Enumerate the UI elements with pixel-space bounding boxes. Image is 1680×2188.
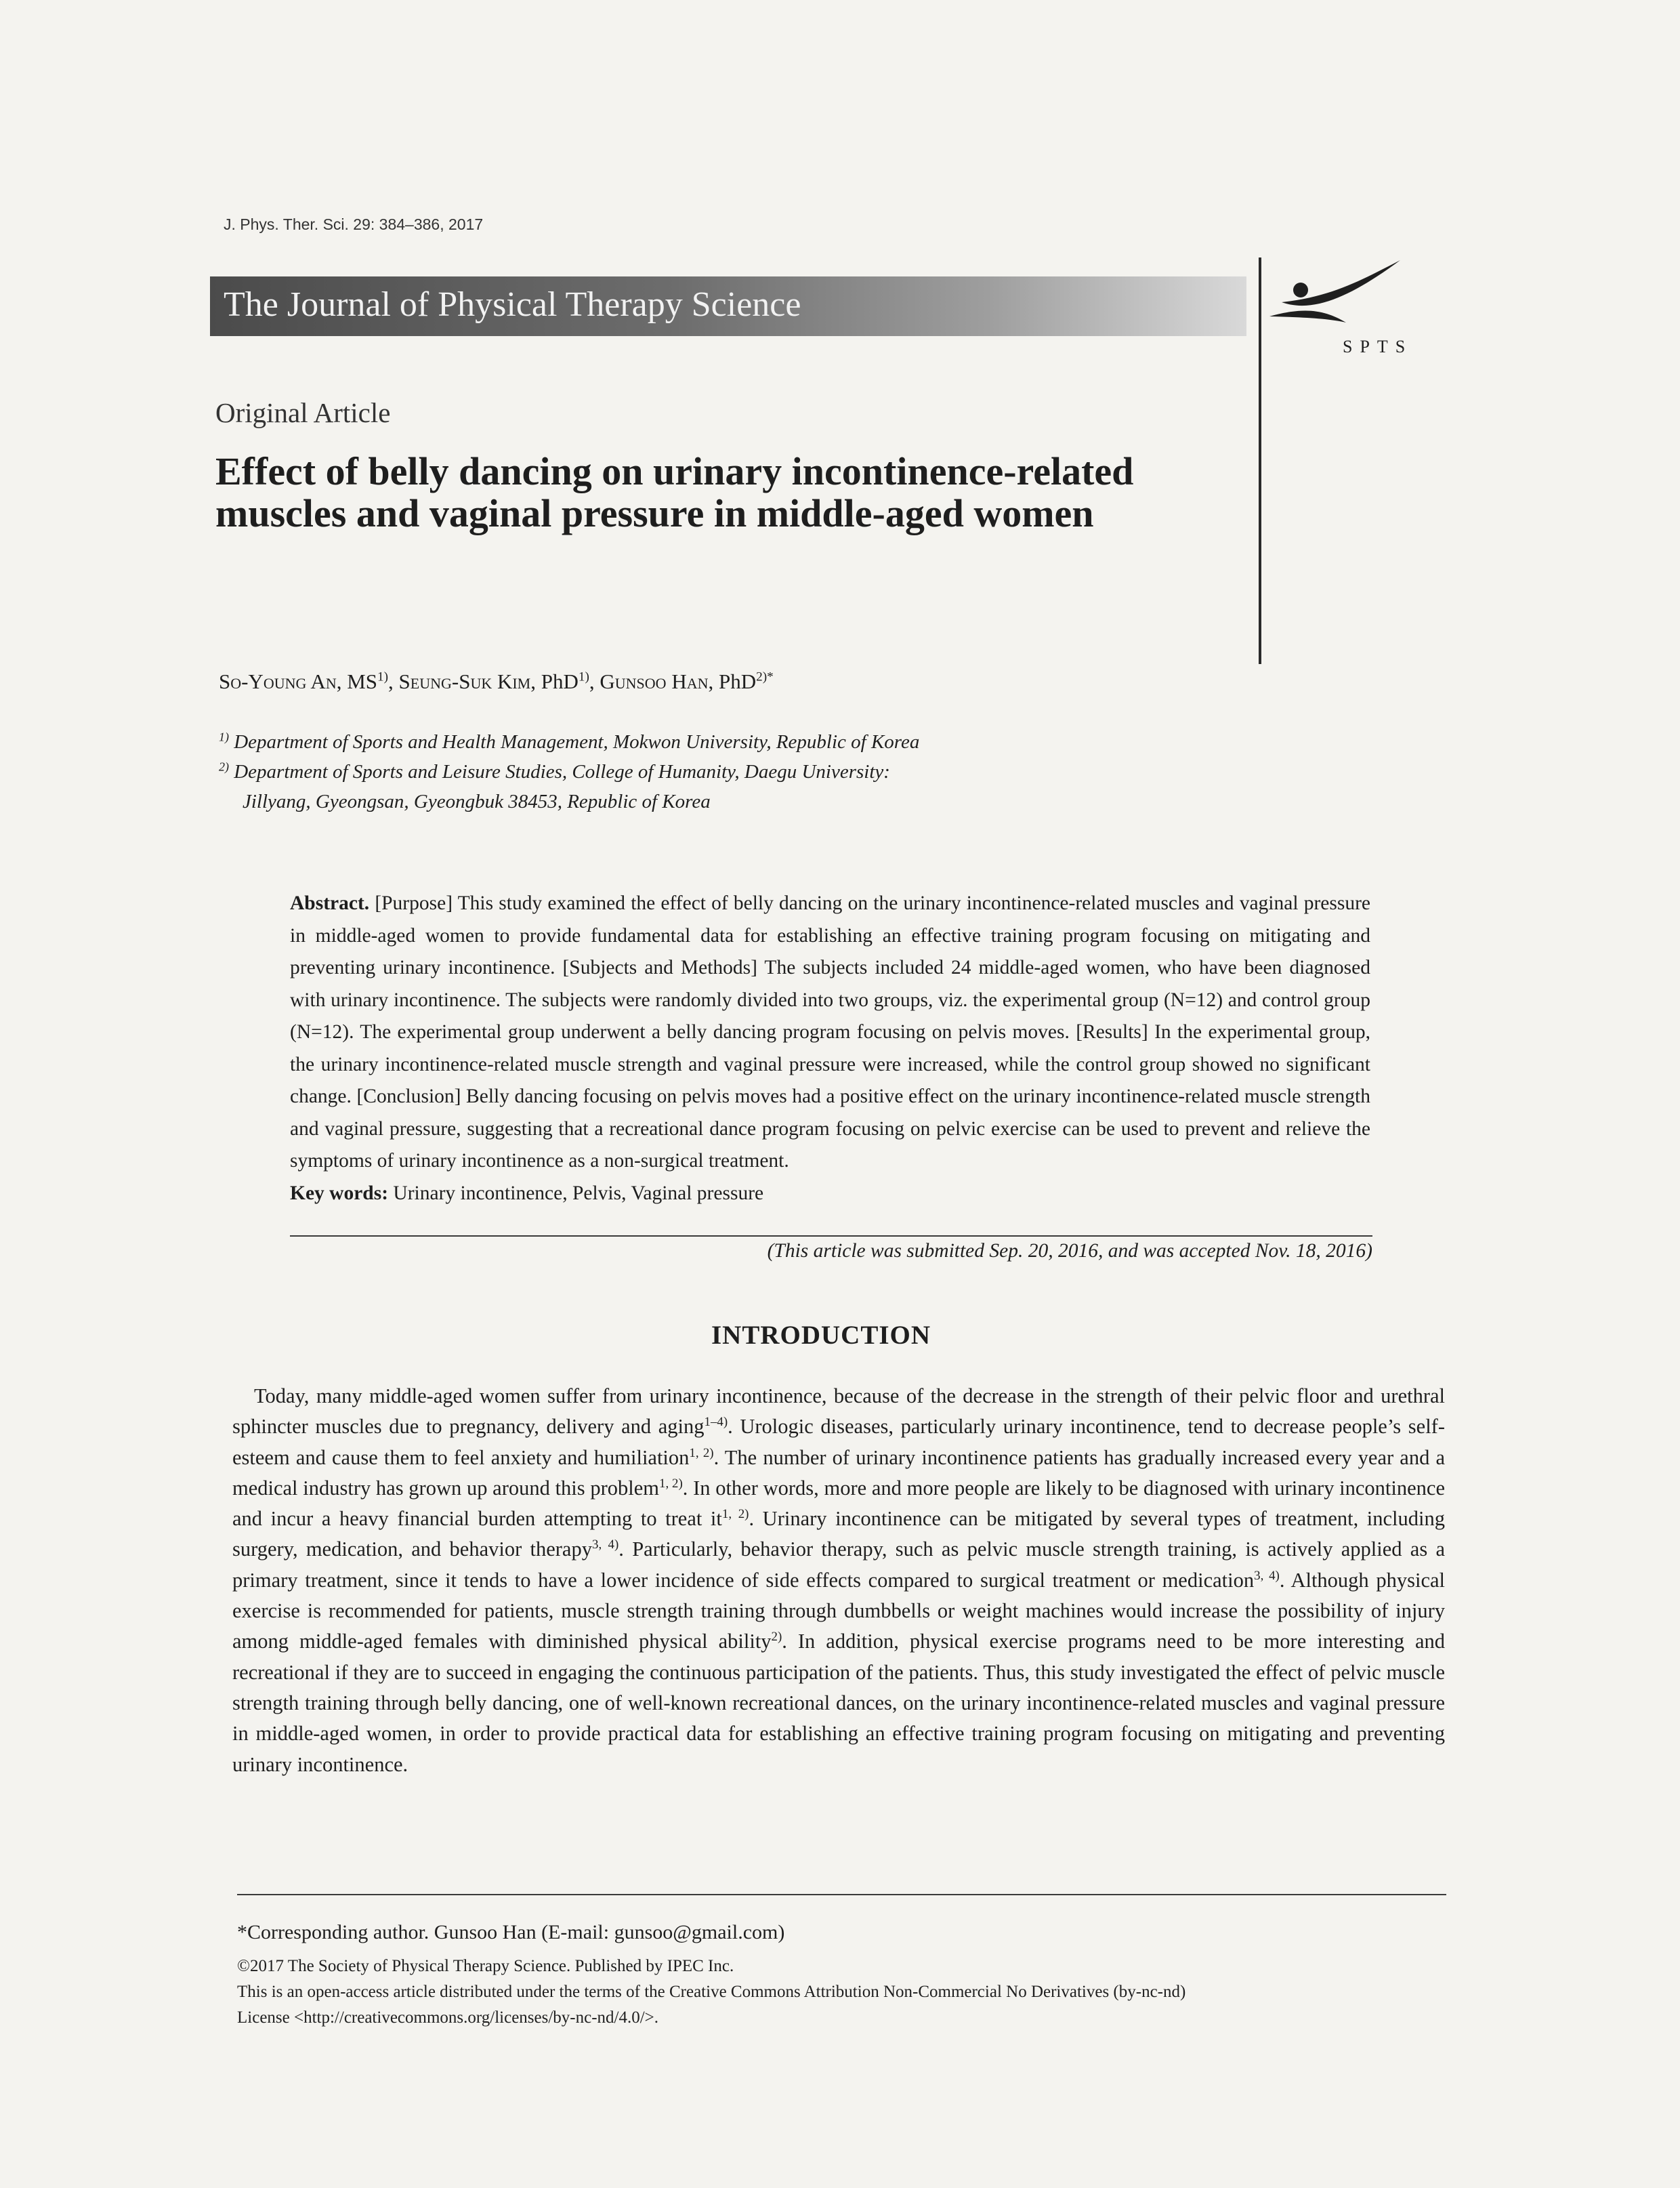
affiliations: [219, 727, 919, 817]
license-url: License <http://creativecommons.org/licenses/by-nc-nd/4.0/>.: [237, 2008, 659, 2027]
affiliation-2-continued: Jillyang, Gyeongsan, Gyeongbuk 38453, Republic of Korea: [243, 791, 711, 812]
logo-head-dot: [1293, 283, 1308, 297]
affiliation-text: Department of Sports and Health Management, Mokwon University, Republic of Korea: [228, 731, 920, 753]
intro-text: . In other words, more and more people are likely to be diagnosed with urinary incontinence and incur a heavy financial burden attempting to treat it: [232, 1476, 1445, 1531]
abstract-body: [290, 888, 1370, 1178]
author-name: Gunsoo Han: [600, 669, 709, 693]
keywords-text: Urinary incontinence, Pelvis, Vaginal pressure: [388, 1182, 764, 1204]
affiliation-marker: 2): [219, 760, 229, 774]
article-title: Effect of belly dancing on urinary incontinence-related muscles and vaginal pressure in middle-aged women: [215, 449, 1134, 536]
author-name: Seung-Suk Kim: [398, 669, 531, 693]
corresponding-author: *Corresponding author. Gunsoo Han (E-mail: gunsoo@gmail.com): [237, 1921, 785, 1943]
intro-text: . Although physical exercise is recommended for patients, muscle strength training through dumbbells or weight machines would increase the possibility of injury among middle-aged females with diminished physical ability: [232, 1568, 1446, 1653]
footnote-rule: [237, 1894, 1446, 1895]
abstract-rule: [290, 1235, 1372, 1237]
header-divider: [1259, 257, 1261, 664]
intro-text: . In addition, physical exercise programs need to be more interesting and recreational if they are to succeed in engaging the continuous participation of the patients. Thus, this study investigated the effect of pelvic muscle strength training through belly dancing, one of well-known recreational dances, on the urinary incontinence-related muscles and vaginal pressure in middle-aged women, in order to provide practical data for establishing an effective training program focusing on mitigating and preventing urinary incontinence.: [232, 1630, 1446, 1776]
affiliation-marker: 1): [219, 730, 229, 744]
keywords: [290, 1178, 1370, 1210]
abstract: [290, 888, 1370, 1210]
author-list: [219, 669, 774, 694]
citation-ref: 1, 2): [721, 1507, 749, 1522]
affiliation-1: [219, 727, 919, 757]
citation-ref: 3, 4): [1254, 1568, 1280, 1583]
footnotes: [237, 1921, 1450, 2031]
author-degree: , PhD: [530, 669, 579, 693]
journal-banner-title: The Journal of Physical Therapy Science: [224, 285, 801, 324]
section-heading-introduction: INTRODUCTION: [711, 1321, 931, 1350]
journal-citation: J. Phys. Ther. Sci. 29: 384–386, 2017: [224, 215, 484, 233]
affiliation-2: [219, 757, 919, 787]
citation-ref: 1, 2): [689, 1445, 714, 1460]
author-separator: ,: [388, 669, 399, 693]
logo-swoosh-lower: [1269, 310, 1346, 323]
author-affiliation-marker: 2)*: [756, 669, 774, 684]
spts-logo: [1268, 252, 1431, 367]
citation-ref: 1, 2): [659, 1476, 683, 1491]
article-type: Original Article: [215, 397, 391, 428]
citation-ref: 2): [771, 1630, 782, 1645]
author-name: So-Young An: [219, 669, 337, 693]
affiliation-text: Department of Sports and Leisure Studies, College of Humanity, Daegu University:: [228, 761, 890, 783]
abstract-label: Abstract.: [290, 892, 370, 914]
abstract-text: [Purpose] This study examined the effect of belly dancing on the urinary incontinence-related muscles and vaginal pressure in middle-aged women to provide fundamental data for establishing an effective training program focusing on mitigating and preventing urinary incontinence. [Subjects and Methods] The subjects included 24 middle-aged women, who have been diagnosed with urinary incontinence. The subjects were randomly divided into two groups, viz. the experimental group (N=12) and control group (N=12). The experimental group underwent a belly dancing program focusing on pelvis moves. [Results] In the experimental group, the urinary incontinence-related muscle strength and vaginal pressure were increased, while the control group showed no significant change. [Conclusion] Belly dancing focusing on pelvis moves had a positive effect on the urinary incontinence-related muscle strength and vaginal pressure, suggesting that a recreational dance program focusing on pelvic exercise can be used to prevent and relieve the symptoms of urinary incontinence as a non-surgical treatment.: [290, 892, 1370, 1172]
submission-note: (This article was submitted Sep. 20, 2016, and was accepted Nov. 18, 2016): [767, 1240, 1372, 1262]
intro-text: . Urologic diseases, particularly urinary incontinence, tend to decrease people’s self-esteem and cause them to feel anxiety and humiliation: [232, 1415, 1445, 1469]
copyright-line: ©2017 The Society of Physical Therapy Science. Published by IPEC Inc.: [237, 1957, 734, 1975]
citation-ref: 3, 4): [591, 1537, 619, 1552]
logo-text: SPTS: [1343, 337, 1413, 356]
intro-text: . The number of urinary incontinence patients has gradually increased every year and a medical industry has grown up around this problem: [232, 1445, 1445, 1500]
author-affiliation-marker: 1): [377, 669, 389, 684]
author-affiliation-marker: 1): [578, 669, 589, 684]
author-degree: , PhD: [708, 669, 757, 693]
citation-ref: 1–4): [704, 1415, 728, 1430]
license-line: This is an open-access article distributed under the terms of the Creative Commons Attribution Non-Commercial No Derivatives (by-nc-nd): [237, 1983, 1186, 2001]
intro-text: . Particularly, behavior therapy, such as pelvic muscle strength training, is actively applied as a primary treatment, since it tends to have a lower incidence of side effects compared to surgical treatment or medication: [232, 1537, 1446, 1592]
intro-text: . Urinary incontinence can be mitigated by several types of treatment, including surgery, medication, and behavior therapy: [232, 1507, 1445, 1561]
keywords-label: Key words:: [290, 1182, 389, 1204]
author-separator: ,: [589, 669, 600, 693]
intro-text: Today, many middle-aged women suffer from urinary incontinence, because of the decrease in the strength of their pelvic floor and urethral sphincter muscles due to pregnancy, delivery and aging: [232, 1384, 1445, 1439]
author-degree: , MS: [336, 669, 378, 693]
introduction-paragraph: [232, 1381, 1445, 1780]
